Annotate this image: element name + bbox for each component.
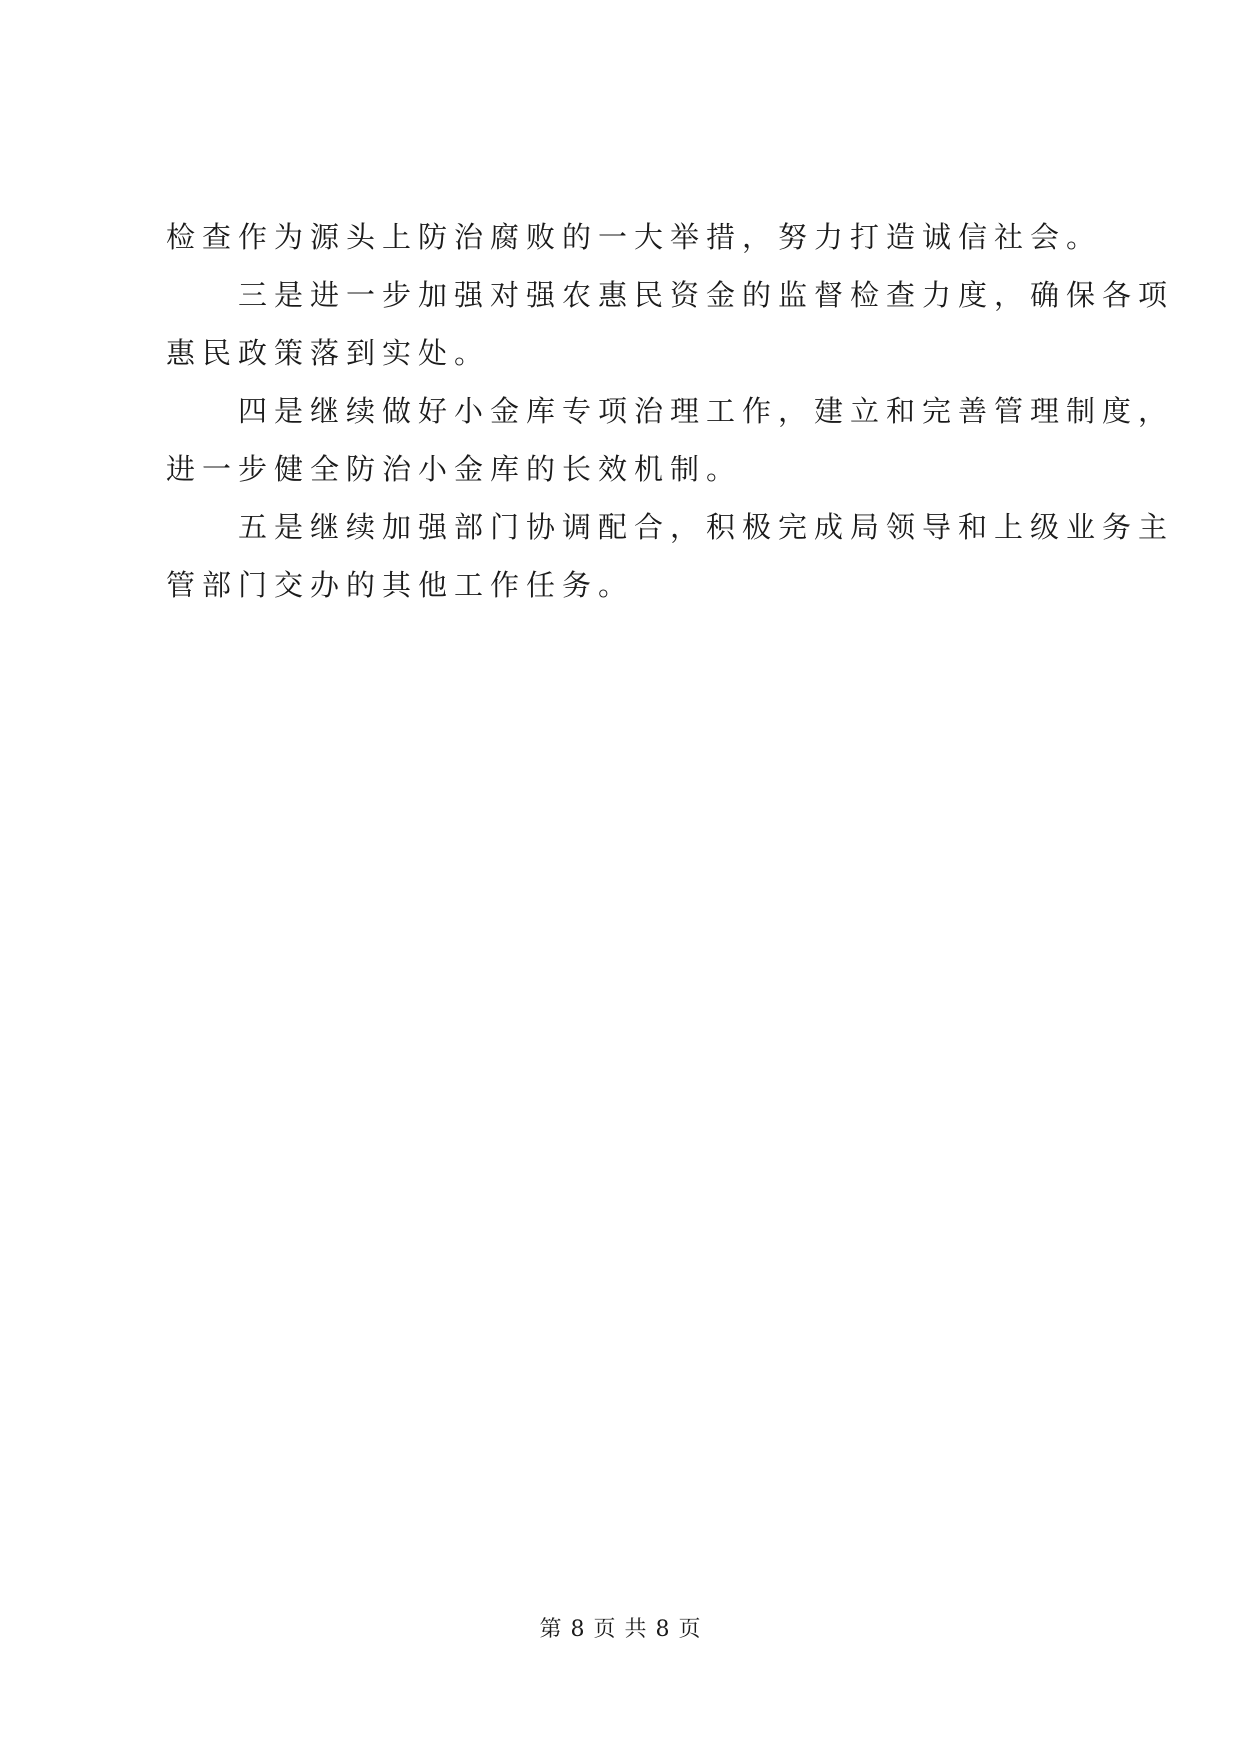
document-body — [166, 208, 1175, 614]
paragraph-line: 三是进一步加强对强农惠民资金的监督检查力度，确保各项 — [238, 278, 1175, 312]
paragraph-2 — [166, 266, 1175, 382]
paragraph-3 — [166, 382, 1175, 498]
paragraph-line: 进一步健全防治小金库的长效机制。 — [166, 452, 743, 486]
page-number-footer: 第 8 页 共 8 页 — [539, 1617, 702, 1642]
paragraph-line: 管部门交办的其他工作任务。 — [166, 568, 635, 602]
paragraph-line: 五是继续加强部门协调配合，积极完成局领导和上级业务主 — [238, 510, 1175, 544]
paragraph-line: 四是继续做好小金库专项治理工作，建立和完善管理制度， — [238, 394, 1175, 428]
paragraph-line: 惠民政策落到实处。 — [166, 336, 491, 370]
paragraph-4 — [166, 498, 1175, 614]
paragraph-1 — [166, 208, 1106, 266]
paragraph-line: 检查作为源头上防治腐败的一大举措，努力打造诚信社会。 — [166, 220, 1103, 254]
